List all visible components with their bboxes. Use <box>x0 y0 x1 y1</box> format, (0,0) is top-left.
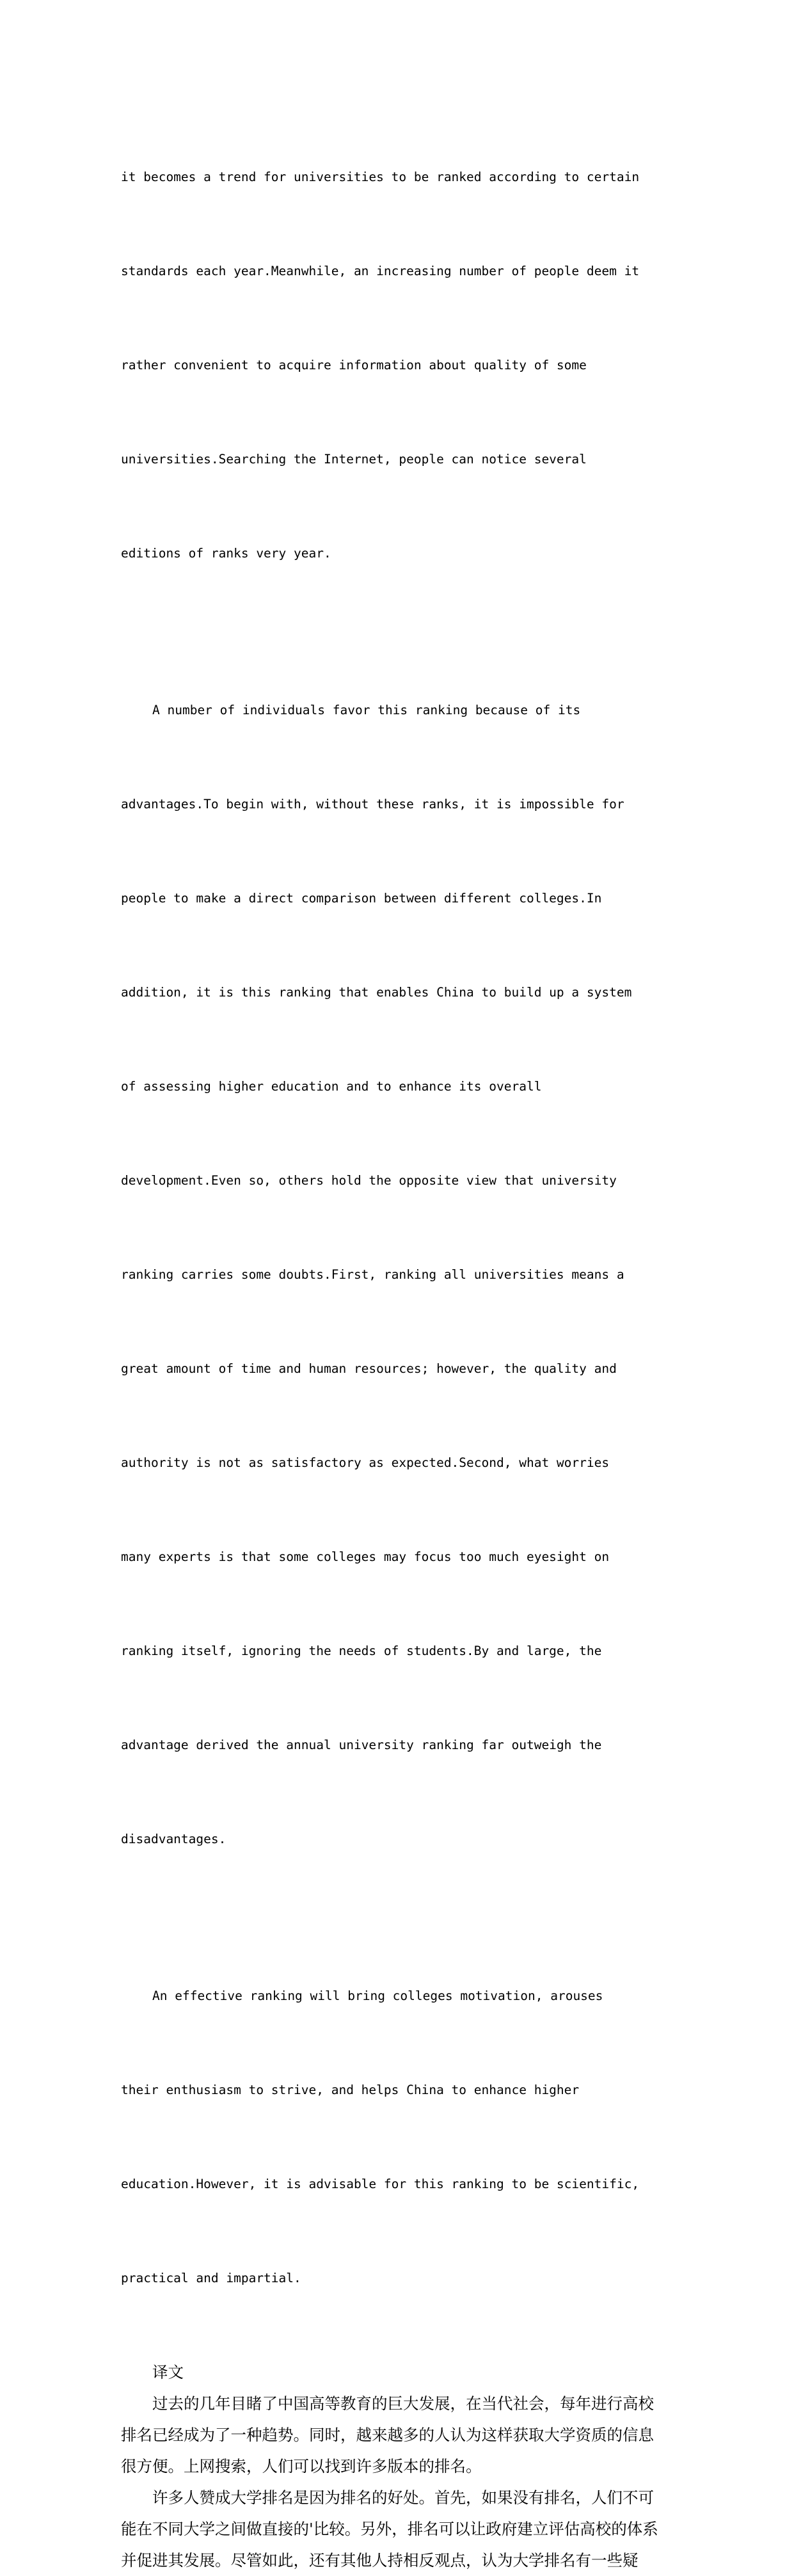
text-line: people to make a direct comparison between different colleges.In <box>121 891 602 906</box>
text-line: An effective ranking will bring colleges motivation, arouses <box>152 1988 603 2003</box>
document-page <box>121 99 678 2576</box>
text-line: 过去的几年目睹了中国高等教育的巨大发展，在当代社会，每年进行高校 <box>152 2394 654 2413</box>
text-line: disadvantages. <box>121 1832 226 1846</box>
text-line: standards each year.Meanwhile, an increasing number of people deem it <box>121 264 640 278</box>
text-line: advantage derived the annual university ranking far outweigh the <box>121 1738 602 1752</box>
text-line: great amount of time and human resources; however, the quality and <box>121 1361 617 1376</box>
translation-paragraph-2 <box>121 2482 678 2576</box>
text-line: 并促进其发展。尽管如此，还有其他人持相反观点，认为大学排名有一些疑 <box>121 2551 639 2570</box>
english-paragraph-1 <box>121 99 678 632</box>
translation-paragraph-1 <box>121 2388 678 2482</box>
text-line: authority is not as satisfactory as expected.Second, what worries <box>121 1455 610 1470</box>
text-line: A number of individuals favor this ranking because of its <box>152 703 581 717</box>
text-line: rather convenient to acquire information about quality of some <box>121 358 587 372</box>
text-line: advantages.To begin with, without these ranks, it is impossible for <box>121 797 624 812</box>
text-line: editions of ranks very year. <box>121 546 331 561</box>
text-line: ranking carries some doubts.First, ranking all universities means a <box>121 1267 624 1282</box>
text-line: of assessing higher education and to enhance its overall <box>121 1079 542 1094</box>
text-line: education.However, it is advisable for this ranking to be scientific, <box>121 2177 640 2191</box>
text-line: their enthusiasm to strive, and helps China to enhance higher <box>121 2083 580 2097</box>
text-line: practical and impartial. <box>121 2271 301 2285</box>
text-line: addition, it is this ranking that enables China to build up a system <box>121 985 632 1000</box>
text-line: ranking itself, ignoring the needs of students.By and large, the <box>121 1644 602 1658</box>
text-line: 很方便。上网搜索，人们可以找到许多版本的排名。 <box>121 2457 482 2476</box>
text-line: many experts is that some colleges may focus too much eyesight on <box>121 1549 610 1564</box>
text-line: 许多人赞成大学排名是因为排名的好处。首先，如果没有排名，人们不可 <box>152 2488 654 2507</box>
english-paragraph-3 <box>121 1917 678 2356</box>
translation-heading: 译文 <box>152 2363 184 2381</box>
text-line: universities.Searching the Internet, people can notice several <box>121 452 587 467</box>
text-line: 排名已经成为了一种趋势。同时，越来越多的人认为这样获取大学资质的信息 <box>121 2426 654 2444</box>
text-line: development.Even so, others hold the opposite view that university <box>121 1173 617 1188</box>
translation-heading-block <box>121 2356 678 2388</box>
text-line: 能在不同大学之间做直接的'比较。另外，排名可以让政府建立评估高校的体系 <box>121 2520 658 2538</box>
english-paragraph-2 <box>121 632 678 1917</box>
text-line: it becomes a trend for universities to be ranked according to certain <box>121 170 640 184</box>
